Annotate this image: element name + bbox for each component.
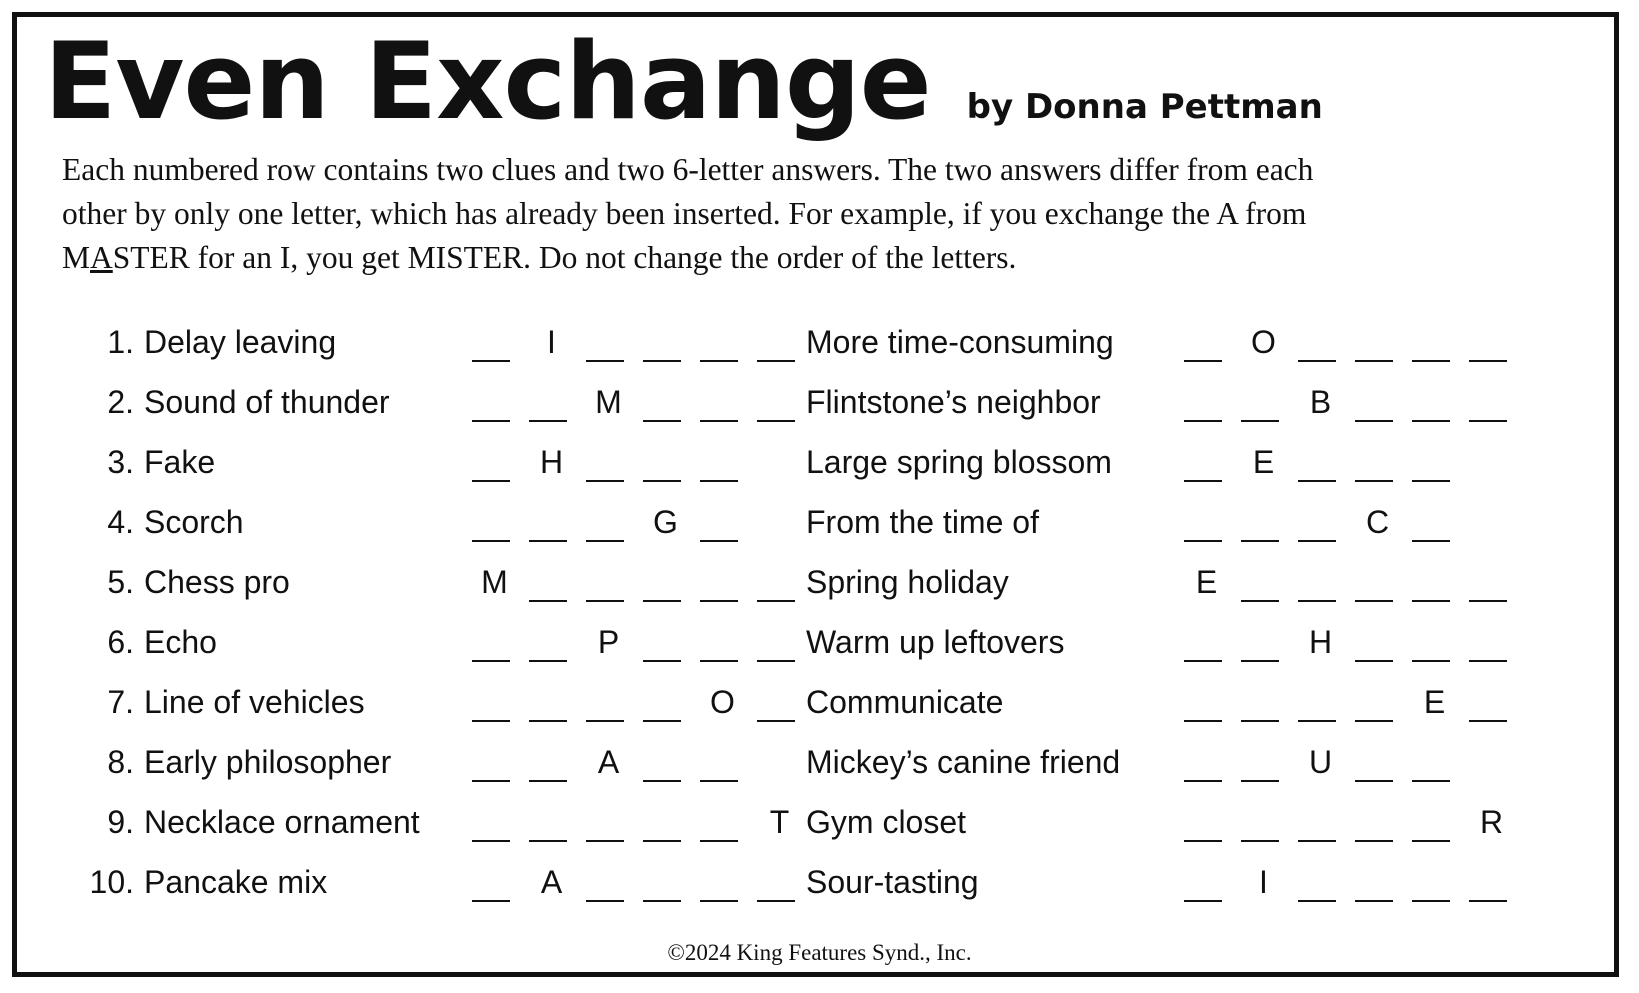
given-letter bbox=[1292, 744, 1349, 784]
puzzle-row bbox=[0, 314, 1639, 374]
answer-blank[interactable] bbox=[466, 324, 523, 364]
answer-blank[interactable] bbox=[694, 384, 751, 424]
answer-blank[interactable] bbox=[1463, 384, 1520, 424]
answer-blank[interactable] bbox=[637, 744, 694, 784]
clue-right: Large spring blossom bbox=[806, 444, 1112, 480]
answer-blank[interactable] bbox=[1463, 564, 1520, 604]
answer-blank[interactable] bbox=[466, 624, 523, 664]
given-letter bbox=[1292, 624, 1349, 664]
answer-blank[interactable] bbox=[466, 684, 523, 724]
answer-blank[interactable] bbox=[466, 804, 523, 844]
clue-left: Fake bbox=[144, 444, 216, 480]
answer-left bbox=[466, 444, 751, 488]
answer-left bbox=[466, 804, 808, 848]
answer-blank[interactable] bbox=[1292, 804, 1349, 844]
given-letter-text: E bbox=[1195, 564, 1218, 600]
answer-blank[interactable] bbox=[1235, 624, 1292, 664]
clue-right: Warm up leftovers bbox=[806, 624, 1065, 660]
answer-blank[interactable] bbox=[1235, 564, 1292, 604]
answer-blank[interactable] bbox=[751, 564, 808, 604]
answer-blank[interactable] bbox=[466, 744, 523, 784]
given-letter bbox=[694, 684, 751, 724]
puzzle-row bbox=[0, 734, 1639, 794]
answer-blank[interactable] bbox=[1406, 564, 1463, 604]
answer-left bbox=[466, 564, 808, 608]
given-letter bbox=[523, 444, 580, 484]
clue-left: Early philosopher bbox=[144, 744, 392, 780]
answer-blank[interactable] bbox=[1292, 684, 1349, 724]
given-letter-text: G bbox=[653, 504, 678, 540]
puzzle-row bbox=[0, 434, 1639, 494]
answer-left bbox=[466, 384, 808, 428]
answer-blank[interactable] bbox=[694, 564, 751, 604]
answer-blank[interactable] bbox=[1178, 684, 1235, 724]
answer-blank[interactable] bbox=[1406, 744, 1463, 784]
answer-blank[interactable] bbox=[637, 864, 694, 904]
answer-blank[interactable] bbox=[1292, 864, 1349, 904]
answer-blank[interactable] bbox=[1178, 804, 1235, 844]
clue-left: Chess pro bbox=[144, 564, 290, 600]
answer-blank[interactable] bbox=[1349, 564, 1406, 604]
given-letter bbox=[1463, 804, 1520, 844]
answer-blank[interactable] bbox=[694, 504, 751, 544]
answer-blank[interactable] bbox=[1235, 744, 1292, 784]
answer-left bbox=[466, 864, 808, 908]
row-number: 5. bbox=[107, 564, 134, 600]
clue-left: Pancake mix bbox=[144, 864, 328, 900]
row-number: 10. bbox=[89, 864, 134, 900]
clue-right: Spring holiday bbox=[806, 564, 1009, 600]
given-letter bbox=[1292, 384, 1349, 424]
answer-blank[interactable] bbox=[466, 864, 523, 904]
answer-blank[interactable] bbox=[1406, 504, 1463, 544]
answer-blank[interactable] bbox=[1349, 384, 1406, 424]
row-number: 1. bbox=[107, 324, 134, 360]
answer-blank[interactable] bbox=[694, 444, 751, 484]
clue-right: Communicate bbox=[806, 684, 1004, 720]
answer-blank[interactable] bbox=[694, 804, 751, 844]
given-letter bbox=[1406, 684, 1463, 724]
row-number: 8. bbox=[107, 744, 134, 780]
puzzle-row bbox=[0, 554, 1639, 614]
given-letter bbox=[580, 624, 637, 664]
answer-blank[interactable] bbox=[580, 684, 637, 724]
answer-blank[interactable] bbox=[1292, 504, 1349, 544]
given-letter-text: M bbox=[481, 564, 508, 600]
clue-right: Sour-tasting bbox=[806, 864, 979, 900]
given-letter-text: I bbox=[1259, 864, 1268, 900]
instructions-example-letter: A bbox=[90, 240, 113, 275]
answer-blank[interactable] bbox=[1178, 624, 1235, 664]
answer-blank[interactable] bbox=[1349, 684, 1406, 724]
answer-right bbox=[1178, 684, 1520, 728]
given-letter-text: O bbox=[710, 684, 735, 720]
given-letter-text: H bbox=[539, 444, 564, 480]
answer-blank[interactable] bbox=[1349, 444, 1406, 484]
given-letter-text: B bbox=[1309, 384, 1332, 420]
instructions-line-3-post: STER for an I, you get MISTER. Do not change the order of the letters. bbox=[112, 240, 1017, 275]
answer-blank[interactable] bbox=[751, 624, 808, 664]
answer-right bbox=[1178, 504, 1463, 548]
row-number: 7. bbox=[107, 684, 134, 720]
clue-left: Scorch bbox=[144, 504, 244, 540]
answer-left bbox=[466, 684, 808, 728]
answer-left bbox=[466, 324, 808, 368]
answer-right bbox=[1178, 864, 1520, 908]
answer-right bbox=[1178, 624, 1520, 668]
copyright-notice: ©2024 King Features Synd., Inc. bbox=[667, 940, 972, 965]
instructions-line-3-pre: M bbox=[62, 240, 91, 275]
given-letter bbox=[637, 504, 694, 544]
answer-blank[interactable] bbox=[523, 384, 580, 424]
answer-blank[interactable] bbox=[637, 324, 694, 364]
given-letter-text: A bbox=[597, 744, 620, 780]
instructions-line-2: other by only one letter, which has already been inserted. For example, if you exchange the A from bbox=[62, 196, 1307, 231]
given-letter bbox=[1235, 444, 1292, 484]
answer-left bbox=[466, 504, 751, 548]
answer-blank[interactable] bbox=[580, 564, 637, 604]
answer-blank[interactable] bbox=[1349, 744, 1406, 784]
answer-blank[interactable] bbox=[694, 624, 751, 664]
answer-blank[interactable] bbox=[1349, 624, 1406, 664]
answer-blank[interactable] bbox=[1178, 384, 1235, 424]
answer-blank[interactable] bbox=[1235, 384, 1292, 424]
puzzle-row bbox=[0, 494, 1639, 554]
row-number: 6. bbox=[107, 624, 134, 660]
instructions-line-1: Each numbered row contains two clues and two 6-letter answers. The two answers differ from each bbox=[62, 152, 1314, 187]
given-letter bbox=[1235, 864, 1292, 904]
puzzle-row bbox=[0, 674, 1639, 734]
answer-blank[interactable] bbox=[1463, 624, 1520, 664]
clue-right: Flintstone’s neighbor bbox=[806, 384, 1101, 420]
answer-blank[interactable] bbox=[1349, 804, 1406, 844]
given-letter-text: C bbox=[1365, 504, 1390, 540]
given-letter-text: E bbox=[1423, 684, 1446, 720]
answer-right bbox=[1178, 324, 1520, 368]
answer-blank[interactable] bbox=[466, 444, 523, 484]
puzzle-header bbox=[44, 20, 1323, 143]
answer-blank[interactable] bbox=[580, 864, 637, 904]
puzzle-row bbox=[0, 614, 1639, 674]
answer-blank[interactable] bbox=[1463, 864, 1520, 904]
answer-blank[interactable] bbox=[580, 444, 637, 484]
answer-blank[interactable] bbox=[1463, 684, 1520, 724]
given-letter bbox=[580, 384, 637, 424]
answer-blank[interactable] bbox=[466, 504, 523, 544]
given-letter bbox=[1178, 564, 1235, 604]
given-letter-text: U bbox=[1308, 744, 1333, 780]
answer-right bbox=[1178, 444, 1463, 488]
answer-blank[interactable] bbox=[523, 624, 580, 664]
answer-blank[interactable] bbox=[1463, 324, 1520, 364]
answer-blank[interactable] bbox=[1406, 324, 1463, 364]
answer-blank[interactable] bbox=[1292, 324, 1349, 364]
answer-blank[interactable] bbox=[1178, 864, 1235, 904]
answer-blank[interactable] bbox=[1178, 504, 1235, 544]
clue-right: More time-consuming bbox=[806, 324, 1114, 360]
answer-blank[interactable] bbox=[523, 744, 580, 784]
clue-left: Line of vehicles bbox=[144, 684, 365, 720]
clue-left: Echo bbox=[144, 624, 217, 660]
given-letter-text: P bbox=[597, 624, 620, 660]
answer-blank[interactable] bbox=[1178, 744, 1235, 784]
given-letter-text: I bbox=[547, 324, 556, 360]
clue-right: Mickey’s canine friend bbox=[806, 744, 1121, 780]
answer-blank[interactable] bbox=[523, 804, 580, 844]
answer-blank[interactable] bbox=[580, 324, 637, 364]
answer-blank[interactable] bbox=[637, 384, 694, 424]
given-letter bbox=[523, 864, 580, 904]
given-letter bbox=[751, 804, 808, 844]
answer-blank[interactable] bbox=[751, 324, 808, 364]
puzzle-row bbox=[0, 854, 1639, 914]
answer-blank[interactable] bbox=[1235, 504, 1292, 544]
answer-right bbox=[1178, 564, 1520, 608]
answer-blank[interactable] bbox=[1406, 864, 1463, 904]
clue-right: From the time of bbox=[806, 504, 1039, 540]
answer-blank[interactable] bbox=[523, 564, 580, 604]
puzzle-title: Even Exchange bbox=[44, 20, 931, 143]
given-letter bbox=[1235, 324, 1292, 364]
answer-blank[interactable] bbox=[1406, 624, 1463, 664]
given-letter-text: O bbox=[1251, 324, 1276, 360]
answer-blank[interactable] bbox=[1406, 444, 1463, 484]
puzzle-row bbox=[0, 374, 1639, 434]
given-letter-text: M bbox=[595, 384, 622, 420]
given-letter bbox=[1349, 504, 1406, 544]
puzzle-rows bbox=[0, 314, 1639, 914]
given-letter-text: R bbox=[1479, 804, 1504, 840]
given-letter bbox=[466, 564, 523, 604]
answer-left bbox=[466, 744, 751, 788]
answer-blank[interactable] bbox=[1235, 804, 1292, 844]
answer-right bbox=[1178, 384, 1520, 428]
answer-blank[interactable] bbox=[1292, 564, 1349, 604]
row-number: 3. bbox=[107, 444, 134, 480]
answer-blank[interactable] bbox=[466, 384, 523, 424]
answer-blank[interactable] bbox=[1235, 684, 1292, 724]
answer-blank[interactable] bbox=[1178, 324, 1235, 364]
answer-blank[interactable] bbox=[580, 504, 637, 544]
puzzle-instructions bbox=[62, 148, 1582, 280]
answer-blank[interactable] bbox=[1406, 384, 1463, 424]
answer-blank[interactable] bbox=[751, 384, 808, 424]
answer-blank[interactable] bbox=[1292, 444, 1349, 484]
answer-blank[interactable] bbox=[694, 744, 751, 784]
clue-left: Delay leaving bbox=[144, 324, 337, 360]
answer-blank[interactable] bbox=[523, 504, 580, 544]
answer-blank[interactable] bbox=[523, 684, 580, 724]
given-letter bbox=[523, 324, 580, 364]
given-letter bbox=[580, 744, 637, 784]
answer-blank[interactable] bbox=[637, 444, 694, 484]
row-number: 2. bbox=[107, 384, 134, 420]
given-letter-text: A bbox=[540, 864, 563, 900]
answer-blank[interactable] bbox=[1178, 444, 1235, 484]
clue-left: Sound of thunder bbox=[144, 384, 390, 420]
clue-right: Gym closet bbox=[806, 804, 967, 840]
answer-right bbox=[1178, 744, 1463, 788]
answer-blank[interactable] bbox=[637, 624, 694, 664]
puzzle-byline: by Donna Pettman bbox=[966, 87, 1323, 127]
answer-blank[interactable] bbox=[1349, 864, 1406, 904]
row-number: 9. bbox=[107, 804, 134, 840]
answer-blank[interactable] bbox=[637, 564, 694, 604]
row-number: 4. bbox=[107, 504, 134, 540]
answer-blank[interactable] bbox=[637, 804, 694, 844]
answer-blank[interactable] bbox=[694, 864, 751, 904]
given-letter-text: T bbox=[769, 804, 790, 840]
answer-right bbox=[1178, 804, 1520, 848]
answer-blank[interactable] bbox=[694, 324, 751, 364]
answer-left bbox=[466, 624, 808, 668]
answer-blank[interactable] bbox=[1406, 804, 1463, 844]
given-letter-text: E bbox=[1252, 444, 1275, 480]
puzzle-row bbox=[0, 794, 1639, 854]
answer-blank[interactable] bbox=[1349, 324, 1406, 364]
answer-blank[interactable] bbox=[637, 684, 694, 724]
answer-blank[interactable] bbox=[580, 804, 637, 844]
given-letter-text: H bbox=[1308, 624, 1333, 660]
answer-blank[interactable] bbox=[751, 684, 808, 724]
answer-blank[interactable] bbox=[751, 864, 808, 904]
clue-left: Necklace ornament bbox=[144, 804, 420, 840]
